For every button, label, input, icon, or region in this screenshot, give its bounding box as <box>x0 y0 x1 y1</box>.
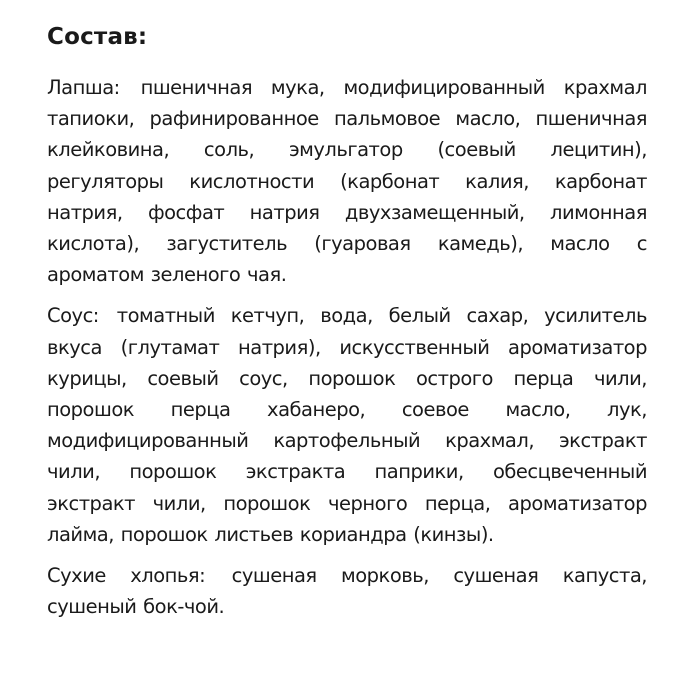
document-title: Состав: <box>47 24 148 50</box>
noodles-paragraph <box>47 72 647 290</box>
dry-flakes-label: Сухие хлопья: <box>47 564 206 588</box>
sauce-label: Соус: <box>47 304 99 328</box>
noodles-label: Лапша: <box>47 76 120 99</box>
dry-flakes-ingredients: сушеная морковь, сушеная капуста, сушеный бок-чой. <box>47 564 647 619</box>
sauce-ingredients: томатный кетчуп, вода, белый сахар, усилитель вкуса (глутамат натрия), искусственный ароматизатор курицы, соевый соус, порошок острого перца чили, порошок перца хабанеро, соевое масло, лук, модифицированный картофельный крахмал, экстракт чили, порошок экстракта паприки, обесцвеченный экстракт чили, порошок черного перца, ароматизатор лайма, порошок листьев кориандра (кинзы). <box>47 304 647 546</box>
sauce-paragraph <box>47 300 647 550</box>
noodles-ingredients: пшеничная мука, модифицированный крахмал тапиоки, рафинированное пальмовое масло, пшеничная клейковина, соль, эмульгатор (соевый лецитин), регуляторы кислотности (карбонат калия, карбонат натрия, фосфат натрия двухзамещенный, лимонная кислота), загуститель (гуаровая камедь), масло с ароматом зеленого чая. <box>47 76 647 287</box>
dry-flakes-paragraph <box>47 560 647 622</box>
ingredients-document <box>47 22 647 632</box>
